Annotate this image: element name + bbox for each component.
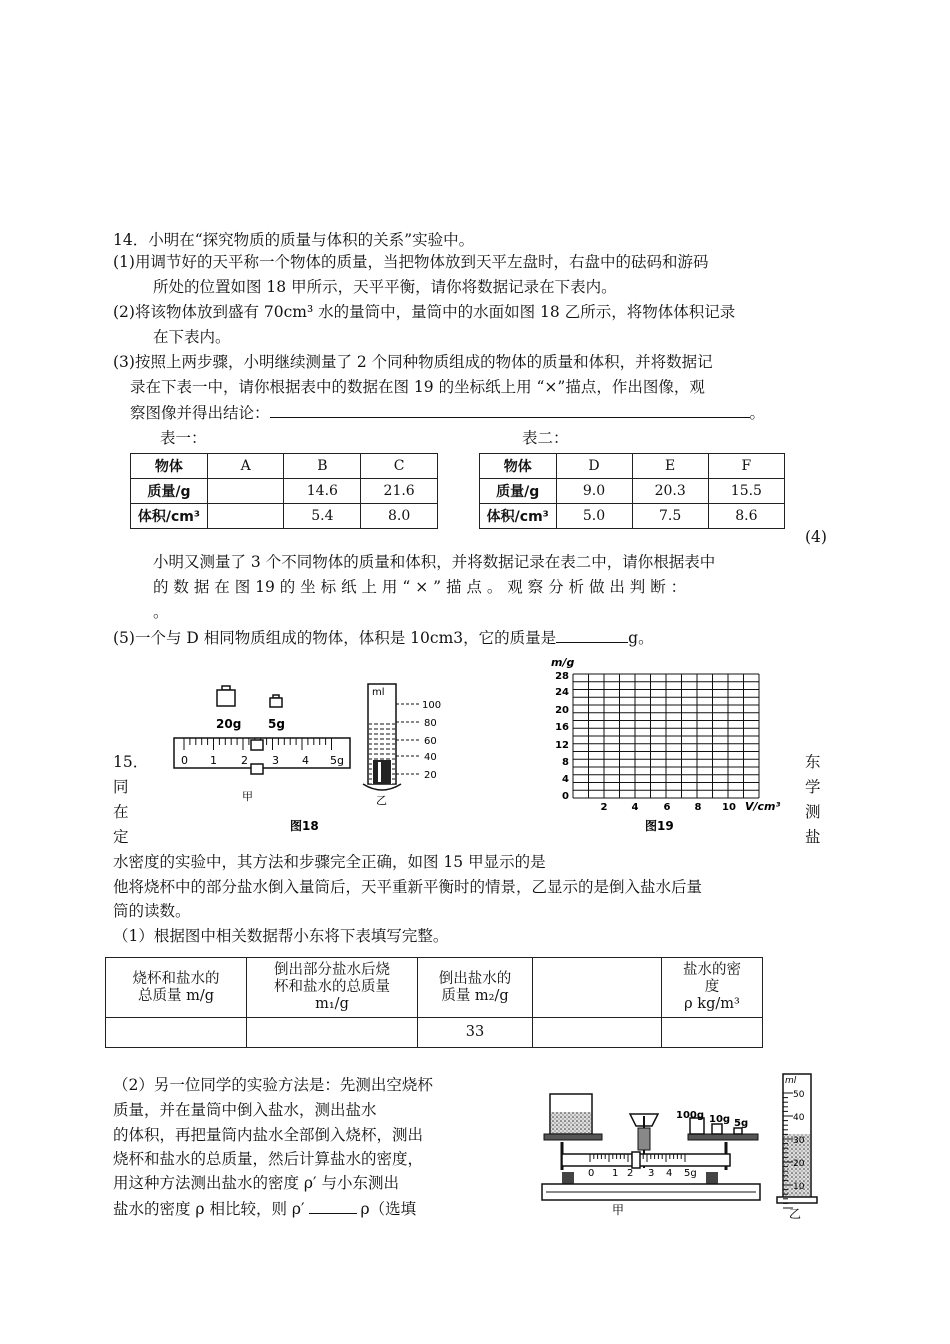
- beam-label: 5g: [684, 1168, 697, 1179]
- q15-line3: 筒的读数。: [113, 902, 191, 920]
- q15-line2: 他将烧杯中的部分盐水倒入量筒后，天平重新平衡时的情景，乙显示的是倒入盐水后量: [113, 878, 703, 896]
- figure-19-caption: 图19: [645, 819, 674, 833]
- q15-line4: （1）根据图中相关数据帮小东将下表填写完整。: [113, 927, 449, 945]
- table2-cell: 5.0: [556, 504, 632, 529]
- figure-19: [533, 656, 793, 836]
- table1-cell: 21.6: [361, 479, 438, 504]
- table2-header: D: [556, 454, 632, 479]
- table1-cell[interactable]: [207, 479, 284, 504]
- label-yi: 乙: [376, 794, 387, 807]
- rider-top: [251, 740, 263, 750]
- header-line: 倒出盐水的: [438, 970, 512, 987]
- q14-conclusion-blank[interactable]: [270, 401, 750, 418]
- right-pan: [688, 1134, 758, 1140]
- fig19-yticks: [555, 671, 569, 802]
- fig19-xtick: 2: [600, 802, 608, 813]
- q15-right-char: 测: [805, 803, 821, 821]
- q15-table-cell[interactable]: [247, 1018, 418, 1048]
- beam-label: 3: [648, 1168, 655, 1179]
- q15-left-char: 定: [113, 828, 129, 846]
- q15-table-cell[interactable]: [533, 1018, 662, 1048]
- label-jia: 甲: [242, 790, 253, 803]
- q15-line1: 水密度的实验中，其方法和步骤完全正确，如图 15 甲显示的是: [113, 853, 546, 871]
- fig19-ytick: 24: [555, 687, 569, 698]
- q15-table-cell[interactable]: [662, 1018, 763, 1048]
- table2-label: 表二：: [522, 429, 569, 447]
- q14-p4-line3: 。: [153, 603, 169, 621]
- header-line: 烧杯和盐水的: [132, 970, 220, 987]
- beam-scale-labels: [588, 1168, 697, 1179]
- cylinder-tick: 60: [424, 736, 437, 747]
- scale-label: 0: [181, 754, 188, 767]
- fig19-xtick: 10: [722, 802, 736, 813]
- q15-cylinder-figure: [775, 1072, 825, 1222]
- q15-table-header: [247, 958, 418, 1018]
- q15-p2-line: 质量，并在量筒中倒入盐水，测出盐水: [113, 1101, 377, 1119]
- fig19-ytick: 4: [562, 774, 569, 785]
- q14-p1-line1: (1)用调节好的天平称一个物体的质量，当把物体放到天平左盘时，右盘中的砝码和游码: [113, 253, 709, 271]
- table2-cell: 15.5: [708, 479, 784, 504]
- q14-p5-text: (5)一个与 D 相同物质组成的物体，体积是 10cm3，它的质量是: [113, 629, 557, 647]
- beam-label: 2: [627, 1168, 634, 1179]
- q15-table-header: [662, 958, 763, 1018]
- q14-p4-line1: 小明又测量了 3 个不同物体的质量和体积，并将数据记录在表二中，请你根据表中: [153, 553, 716, 571]
- beam-label: 0: [588, 1168, 595, 1179]
- weight-20g-icon: [217, 686, 235, 706]
- q15-left-char: 同: [113, 778, 129, 796]
- q15-compare-blank[interactable]: [309, 1197, 357, 1214]
- cylinder-tick: 40: [793, 1113, 805, 1123]
- weight-10g-label: 10g: [709, 1114, 731, 1125]
- table2-header: F: [708, 454, 784, 479]
- q15-table-cell: 33: [418, 1018, 533, 1048]
- q15-p2-line: 用这种方法测出盐水的密度 ρ′ 与小东测出: [113, 1174, 399, 1192]
- q14-p4-number: (4): [805, 528, 827, 546]
- table1-cell: 5.4: [284, 504, 361, 529]
- q14-p2-line2: 在下表内。: [153, 328, 231, 346]
- beaker-icon: [550, 1094, 592, 1134]
- q14-p2-line1: (2)将该物体放到盛有 70cm³ 水的量筒中，量筒中的水面如图 18 乙所示，将物体体积记录: [113, 303, 736, 321]
- fig19-ytick: 16: [555, 722, 569, 733]
- weight-20g-label: 20g: [216, 717, 242, 731]
- q15-p2-line: （2）另一位同学的实验方法是：先测出空烧杯: [113, 1076, 433, 1094]
- table1-header: B: [284, 454, 361, 479]
- cylinder-tick: 50: [793, 1090, 805, 1100]
- weight-100g-label: 100g: [676, 1110, 705, 1121]
- figure-18-caption: 图18: [290, 819, 319, 833]
- label-yi: 乙: [789, 1207, 802, 1221]
- cylinder-tick: 80: [424, 718, 437, 729]
- q14-p3-end: 。: [749, 404, 766, 422]
- header-line: 度: [704, 979, 720, 995]
- table1-cell: 8.0: [361, 504, 438, 529]
- q14-p3-line2: 录在下表一中，请你根据表中的数据在图 19 的坐标纸上用 “×”描点，作出图像，观: [130, 378, 705, 396]
- weight-10g-icon: [712, 1124, 722, 1134]
- fig19-ytick: 28: [555, 671, 569, 682]
- cylinder-tick: 10: [793, 1182, 805, 1192]
- q15-p2-text: 盐水的密度 ρ 相比较，则 ρ′: [113, 1200, 305, 1218]
- fig19-ytick: 20: [555, 705, 569, 716]
- table1-label: 表一：: [160, 429, 207, 447]
- q14-p5-unit: g。: [628, 629, 654, 647]
- q15-p2-tail: ρ（选填: [360, 1200, 417, 1218]
- q15-right-char: 盐: [805, 828, 821, 846]
- q15-p2-last: [113, 1197, 416, 1220]
- table1-mass-label: 质量/g: [131, 479, 208, 504]
- q15-p2-line: 的体积，再把量筒内盐水全部倒入烧杯，测出: [113, 1126, 424, 1144]
- q15-table: [105, 957, 763, 1048]
- q14-p5: [113, 626, 654, 649]
- table2-cell: 7.5: [632, 504, 708, 529]
- fig19-ytick: 12: [555, 740, 569, 751]
- q15-table-header: [418, 958, 533, 1018]
- q14-p3-line1: (3)按照上两步骤，小明继续测量了 2 个同种物质组成的物体的质量和体积，并将数据记: [113, 353, 713, 371]
- beam-scale: [562, 1154, 730, 1166]
- table1-cell: 14.6: [284, 479, 361, 504]
- rider-bottom: [251, 764, 263, 774]
- scale-label: 1: [210, 754, 217, 767]
- q14-p1-line2: 所处的位置如图 18 甲所示，天平平衡，请你将数据记录在下表内。: [153, 278, 617, 296]
- q15-left-char: 在: [113, 803, 129, 821]
- q15-table-header: [106, 958, 247, 1018]
- scale-label: 3: [272, 754, 279, 767]
- scale-label: 4: [302, 754, 309, 767]
- q15-table-cell[interactable]: [106, 1018, 247, 1048]
- fig19-ylabel: m/g: [551, 656, 575, 669]
- table2-cell: 8.6: [708, 504, 784, 529]
- cylinder-tick: 100: [422, 700, 442, 711]
- fig19-xtick: 4: [631, 802, 639, 813]
- fig19-ytick: 0: [562, 791, 569, 802]
- label-jia: 甲: [612, 1203, 625, 1217]
- cylinder-unit: ml: [372, 687, 385, 698]
- header-line: 倒出部分盐水后烧: [274, 962, 390, 978]
- table2: [479, 453, 785, 529]
- table1-header: A: [207, 454, 284, 479]
- header-line: ρ kg/m³: [684, 996, 740, 1012]
- q15-right-char: 东: [805, 753, 821, 771]
- table1-header: C: [361, 454, 438, 479]
- q14-p4-line2: 的 数 据 在 图 19 的 坐 标 纸 上 用 “ × ” 描 点 。 观 察 分 析 做 出 判 断 ：: [153, 578, 687, 596]
- table2-volume-label: 体积/cm³: [480, 504, 557, 529]
- cylinder-tick: 20: [793, 1159, 805, 1169]
- header-line: 杯和盐水的总质量: [274, 979, 390, 995]
- fig19-xtick: 8: [694, 802, 702, 813]
- fig19-xticks: [601, 802, 736, 813]
- figure-18: [170, 682, 450, 834]
- q14-mass-blank[interactable]: [556, 626, 628, 643]
- table1-volume-label: 体积/cm³: [131, 504, 208, 529]
- header-line: 总质量 m/g: [137, 987, 215, 1004]
- fig19-ytick: 8: [562, 757, 569, 768]
- q14-p3-line3: [130, 401, 765, 424]
- q15-p2-line: 烧杯和盐水的总质量，然后计算盐水的密度，: [113, 1150, 424, 1168]
- table1-header: 物体: [131, 454, 208, 479]
- table1-cell[interactable]: [207, 504, 284, 529]
- q15-right-char: 学: [805, 778, 821, 796]
- table1: [130, 453, 438, 529]
- table2-cell: 20.3: [632, 479, 708, 504]
- header-line: 质量 m₂/g: [441, 987, 509, 1004]
- fig19-xtick: 6: [663, 802, 671, 813]
- beam-label: 1: [612, 1168, 619, 1179]
- q14-title: 14．小明在“探究物质的质量与体积的关系”实验中。: [113, 231, 475, 249]
- weight-5g-label: 5g: [734, 1118, 749, 1129]
- q14-p3-text: 察图像并得出结论：: [130, 404, 270, 422]
- table2-header: E: [632, 454, 708, 479]
- cylinder-tick: 30: [793, 1136, 805, 1146]
- q15-balance-figure: [540, 1072, 772, 1222]
- scale-label: 5g: [330, 754, 344, 767]
- header-line: m₁/g: [315, 996, 349, 1012]
- fig19-xlabel: V/cm³: [745, 800, 781, 813]
- left-pan: [544, 1134, 602, 1140]
- scale-label: 2: [241, 754, 248, 767]
- weight-5g-icon: [270, 695, 282, 707]
- table2-mass-label: 质量/g: [480, 479, 557, 504]
- table2-cell: 9.0: [556, 479, 632, 504]
- cylinder-labels: [396, 700, 441, 781]
- header-line: 盐水的密: [683, 962, 741, 978]
- beam-label: 4: [666, 1168, 673, 1179]
- cylinder-tick: 20: [424, 770, 437, 781]
- weight-5g-label: 5g: [268, 717, 285, 731]
- table2-header: 物体: [480, 454, 557, 479]
- q15-number: 15．: [113, 753, 149, 771]
- cylinder-tick: 40: [424, 752, 437, 763]
- cylinder-unit: ml: [785, 1076, 797, 1086]
- beam-rider: [632, 1152, 640, 1168]
- graduated-cylinder-icon: [363, 684, 401, 790]
- q15-table-header: [533, 958, 662, 1018]
